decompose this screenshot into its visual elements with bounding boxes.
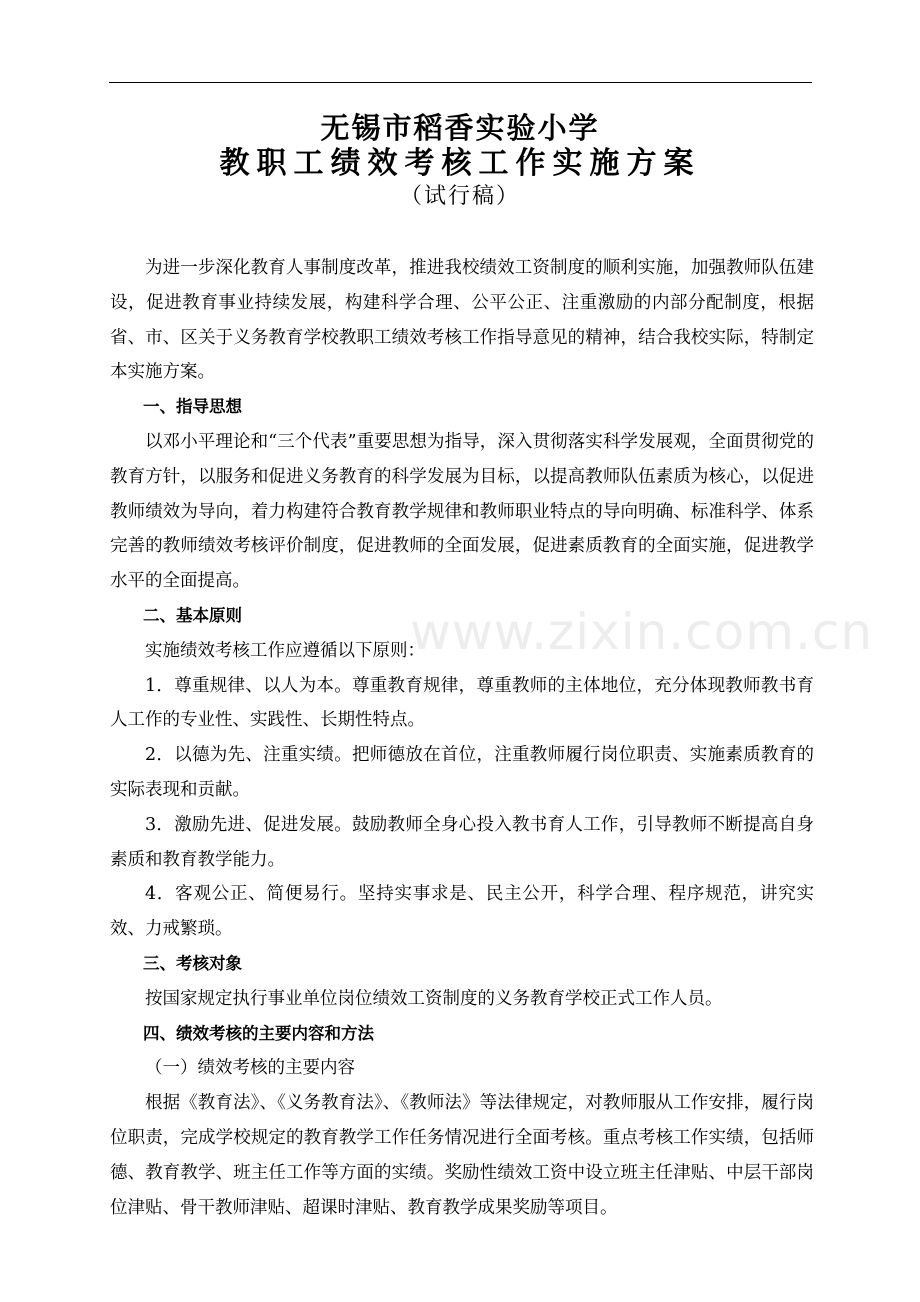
section-heading: 二、基本原则 [143, 605, 242, 625]
body-paragraph: 1．尊重规律、以人为本。尊重教育规律，尊重教师的主体地位，充分体现教师教书育人工作的专业性、实践性、长期性特点。 [110, 675, 814, 731]
body-paragraph: 实施绩效考核工作应遵循以下原则： [145, 640, 425, 661]
body-paragraph: 4．客观公正、简便易行。坚持实事求是、民主公开，科学合理、程序规范，讲究实效、力戒繁琐。 [110, 884, 814, 940]
section-heading: 一、指导思想 [143, 397, 242, 417]
section-heading: 三、考核对象 [143, 953, 242, 973]
watermark: www.zixin.com.cn [410, 603, 874, 661]
body-paragraph: 2．以德为先、注重实绩。把师德放在首位，注重教师履行岗位职责、实施素质教育的实际表现和贡献。 [110, 745, 814, 800]
section-heading: 四、绩效考核的主要内容和方法 [143, 1023, 374, 1043]
document-title-plan: 教职工绩效考核工作实施方案 [219, 146, 701, 181]
document-subtitle: （试行稿） [399, 184, 520, 209]
body-paragraph: 根据《教育法》、《义务教育法》、《教师法》等法律规定，对教师服从工作安排，履行岗位职责，完成学校规定的教育教学工作任务情况进行全面考核。重点考核工作实绩，包括师德、教育教学、班主任工作等方面的实绩。奖励性绩效工资中设立班主任津贴、中层干部岗位津贴、骨干教师津贴、超课时津贴、教育教学成果奖励等项目。 [110, 1093, 814, 1218]
header-rule [109, 82, 812, 83]
document-title-school: 无锡市稻香实验小学 [320, 111, 600, 145]
document-body [110, 251, 814, 1225]
body-paragraph: 以邓小平理论和“三个代表”重要思想为指导，深入贯彻落实科学发展观，全面贯彻党的教育方针，以服务和促进义务教育的科学发展为目标，以提高教师队伍素质为核心，以促进教师绩效为导向，着力构建符合教育教学规律和教师职业特点的导向明确、标准科学、体系完善的教师绩效考核评价制度，促进教师的全面发展，促进素质教育的全面实施，促进教学水平的全面提高。 [110, 431, 814, 592]
body-paragraph: （一）绩效考核的主要内容 [145, 1058, 355, 1079]
body-paragraph: 3．激励先进、促进发展。鼓励教师全身心投入教书育人工作，引导教师不断提高自身素质和教育教学能力。 [110, 814, 814, 870]
body-paragraph: 为进一步深化教育人事制度改革，推进我校绩效工资制度的顺利实施，加强教师队伍建设，促进教育事业持续发展，构建科学合理、公平公正、注重激励的内部分配制度，根据省、市、区关于义务教育学校教职工绩效考核工作指导意见的精神，结合我校实际，特制定本实施方案。 [110, 258, 814, 383]
body-paragraph: 按国家规定执行事业单位岗位绩效工资制度的义务教育学校正式工作人员。 [145, 988, 723, 1009]
